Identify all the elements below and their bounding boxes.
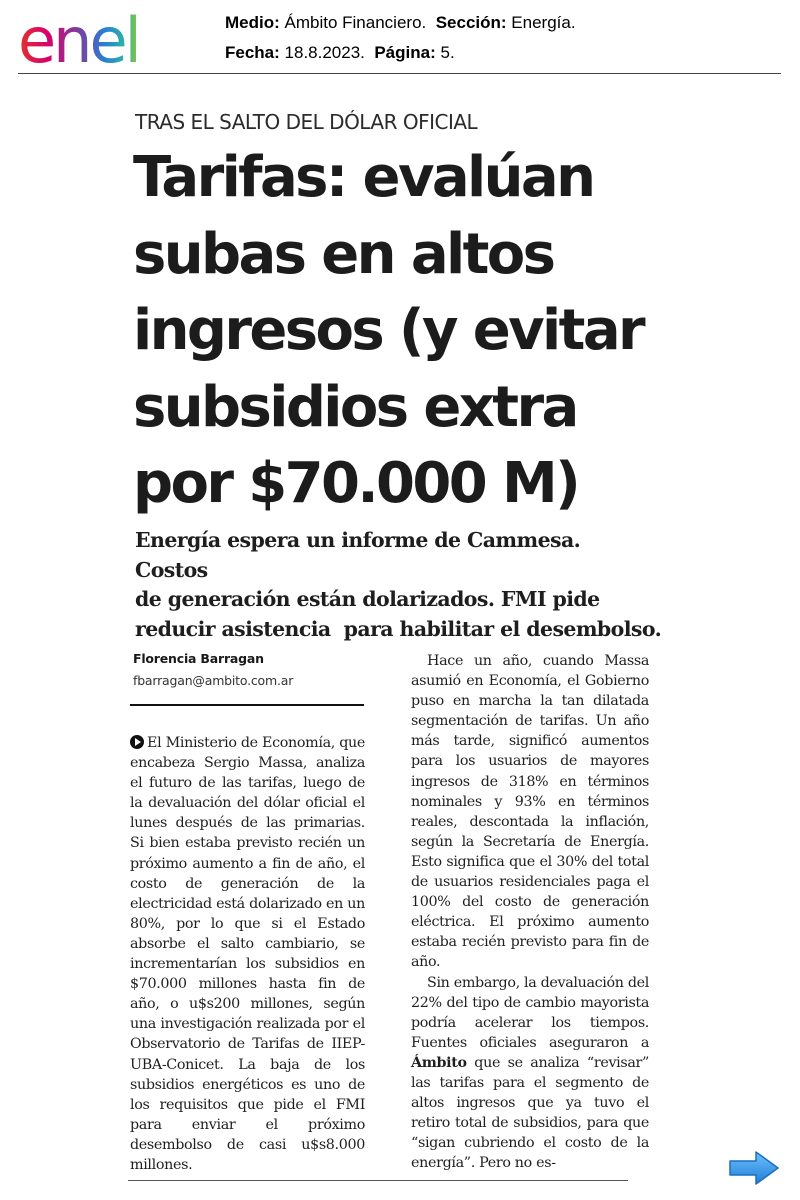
- seccion-label: Sección:: [435, 13, 507, 32]
- play-bullet-icon: [130, 735, 144, 749]
- header-divider: [18, 73, 781, 74]
- meta-line-1: [225, 8, 576, 38]
- enel-logo-text: enel: [18, 6, 139, 68]
- headline-line: subsidios extra: [133, 374, 577, 440]
- deck-line: reducir asistencia para habilitar el desembolso.: [135, 616, 662, 641]
- article-column-2: [411, 651, 649, 1173]
- meta-line-2: [225, 38, 576, 68]
- publication-name: Ámbito: [411, 1054, 467, 1071]
- article-column-1: [130, 733, 365, 1175]
- article-kicker: TRAS EL SALTO DEL DÓLAR OFICIAL: [135, 110, 478, 134]
- headline-line: por $70.000 M): [133, 451, 579, 516]
- body-paragraph: [411, 973, 649, 1174]
- headline-line: ingresos (y evitar: [133, 298, 644, 363]
- author-email[interactable]: fbarragan@ambito.com.ar: [133, 673, 294, 688]
- clipping-meta: [225, 8, 576, 68]
- pagina-value: 5.: [440, 43, 455, 62]
- body-text: que se analiza “revisar” las tarifas para el segmento de altos ingresos que ya tuvo el retiro total de subsidios, para que “sigan cubriendo el costo de la energía”. Pero no es-: [411, 1054, 649, 1172]
- medio-value: Ámbito Financiero.: [284, 13, 427, 32]
- body-paragraph: Hace un año, cuando Massa asumió en Economía, el Gobierno puso en marcha la tan dilatada segmentación de tarifas. Un año más tarde, significó aumentos para los usuarios de mayores ingresos de 318% en términos nominales y 93% en términos reales, descontada la inflación, según la Secretaría de Energía. Esto significa que el 30% del total de usuarios residenciales paga el 100% del costo de generación eléctrica. El próximo aumento estaba recién previsto para fin de año.: [411, 653, 649, 971]
- footer-divider: [128, 1180, 628, 1181]
- fecha-label: Fecha:: [225, 43, 280, 62]
- pagina-label: Página:: [374, 43, 436, 62]
- body-text: Sin embargo, la devaluación del 22% del tipo de cambio mayorista podría acelerar los tiempos. Fuentes oficiales aseguraron a: [411, 974, 649, 1051]
- headline-line: subas en altos: [133, 221, 554, 287]
- seccion-value: Energía.: [511, 13, 576, 32]
- author-name: Florencia Barragan: [133, 651, 264, 666]
- article-deck: [135, 526, 662, 644]
- body-paragraph: [130, 733, 365, 1175]
- byline-divider: [130, 704, 364, 706]
- article-headline: [133, 140, 693, 523]
- arrow-right-icon[interactable]: [728, 1150, 780, 1186]
- medio-label: Medio:: [225, 13, 280, 32]
- clipping-header: [0, 0, 800, 80]
- body-text: El Ministerio de Economía, que encabeza Sergio Massa, analiza el futuro de las tarifas, luego de la devaluación del dólar oficial el lunes después de las primarias. Si bien estaba previsto recién un próximo aumento a fin de año, el costo de generación de la electricidad está dolarizado en un 80%, por lo que si el Estado absorbe el salto cambiario, se incrementarían los subsidios en $70.000 millones hasta fin de año, o u$s200 millones, según una investigación realizada por el Observatorio de Tarifas de IIEP-UBA-Conicet. La baja de los subsidios energéticos es uno de los requisitos que pide el FMI para enviar el próximo desembolso de casi u$s8.000 millones.: [130, 735, 365, 1173]
- fecha-value: 18.8.2023.: [284, 43, 365, 62]
- enel-logo: [18, 6, 183, 68]
- headline-line: Tarifas: evalúan: [133, 145, 594, 210]
- deck-line: Energía espera un informe de Cammesa. Costos: [135, 528, 581, 582]
- deck-line: de generación están dolarizados. FMI pide: [135, 587, 600, 611]
